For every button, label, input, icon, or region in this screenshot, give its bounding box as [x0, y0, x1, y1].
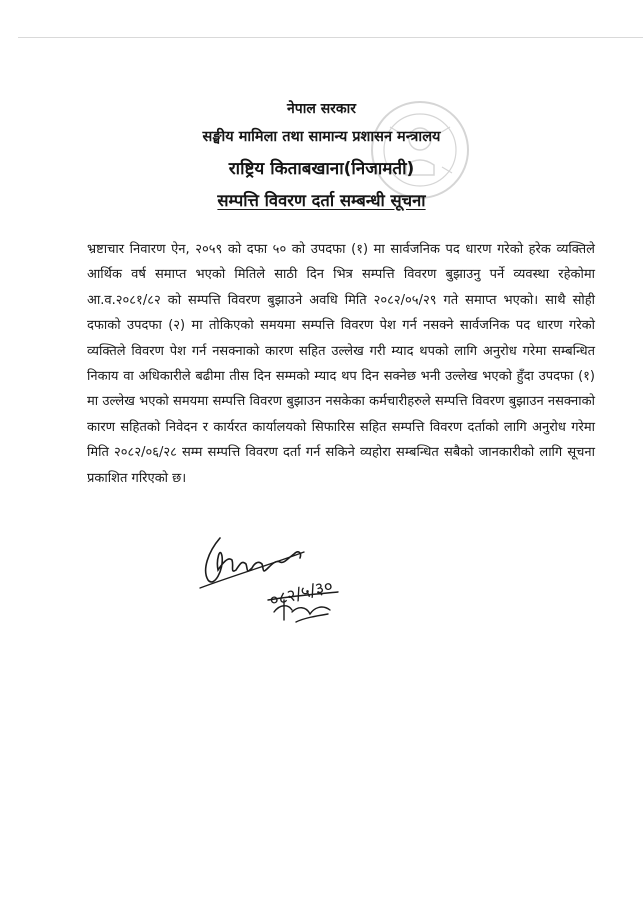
signature-date: ०८२/५/३० — [267, 576, 336, 612]
ministry-header — [0, 129, 643, 146]
government-title: नेपाल सरकार — [286, 101, 356, 117]
office-title: राष्ट्रिय किताबखाना(निजामती) — [228, 159, 415, 179]
notice-subject: सम्पत्ति विवरण दर्ता सम्बन्धी सूचना — [217, 191, 426, 210]
scan-edge-line — [18, 37, 643, 38]
ministry-title: सङ्घीय मामिला तथा सामान्य प्रशासन मन्त्रालय — [202, 129, 441, 145]
notice-body: भ्रष्टाचार निवारण ऐन, २०५९ को दफा ५० को उपदफा (१) मा सार्वजनिक पद धारण गरेको हरेक व्यक्तिले आर्थिक वर्ष समाप्त भएको मितिले साठी दिन भित्र सम्पत्ति विवरण बुझाउनु पर्ने व्यवस्था रहेकोमा आ.व.२०८१/८२ को सम्पत्ति विवरण बुझाउने अवधि मिति २०८२/०५/२९ गते समाप्त भएको। साथै सोही दफाको उपदफा (२) मा तोकिएको समयमा सम्पत्ति विवरण पेश गर्न नसक्ने सार्वजनिक पद धारण गरेको व्यक्तिले विवरण पेश गर्न नसक्नाको कारण सहित उल्लेख गरी म्याद थपको लागि अनुरोध गरेमा सम्बन्धित निकाय वा अधिकारीले बढीमा तीस दिन सम्मको म्याद थप दिन सक्नेछ भनी उल्लेख भएको हुँदा उपदफा (१) मा उल्लेख भएको समयमा सम्पत्ति विवरण बुझाउन नसकेका कर्मचारीहरुले सम्पत्ति विवरण बुझाउन नसक्नाको कारण सहितको निवेदन र कार्यरत कार्यालयको सिफारिस सहित सम्पत्ति विवरण दर्ताको लागि अनुरोध गरेमा मिति २०८२/०६/२८ सम्म सम्पत्ति विवरण दर्ता गर्न सकिने व्यहोरा सम्बन्धित सबैको जानकारीको लागि सूचना प्रकाशित गरिएको छ। — [87, 242, 595, 486]
office-header — [0, 159, 643, 179]
handwritten-signature — [192, 530, 372, 630]
subject-header — [0, 191, 643, 211]
letterhead — [0, 101, 643, 118]
